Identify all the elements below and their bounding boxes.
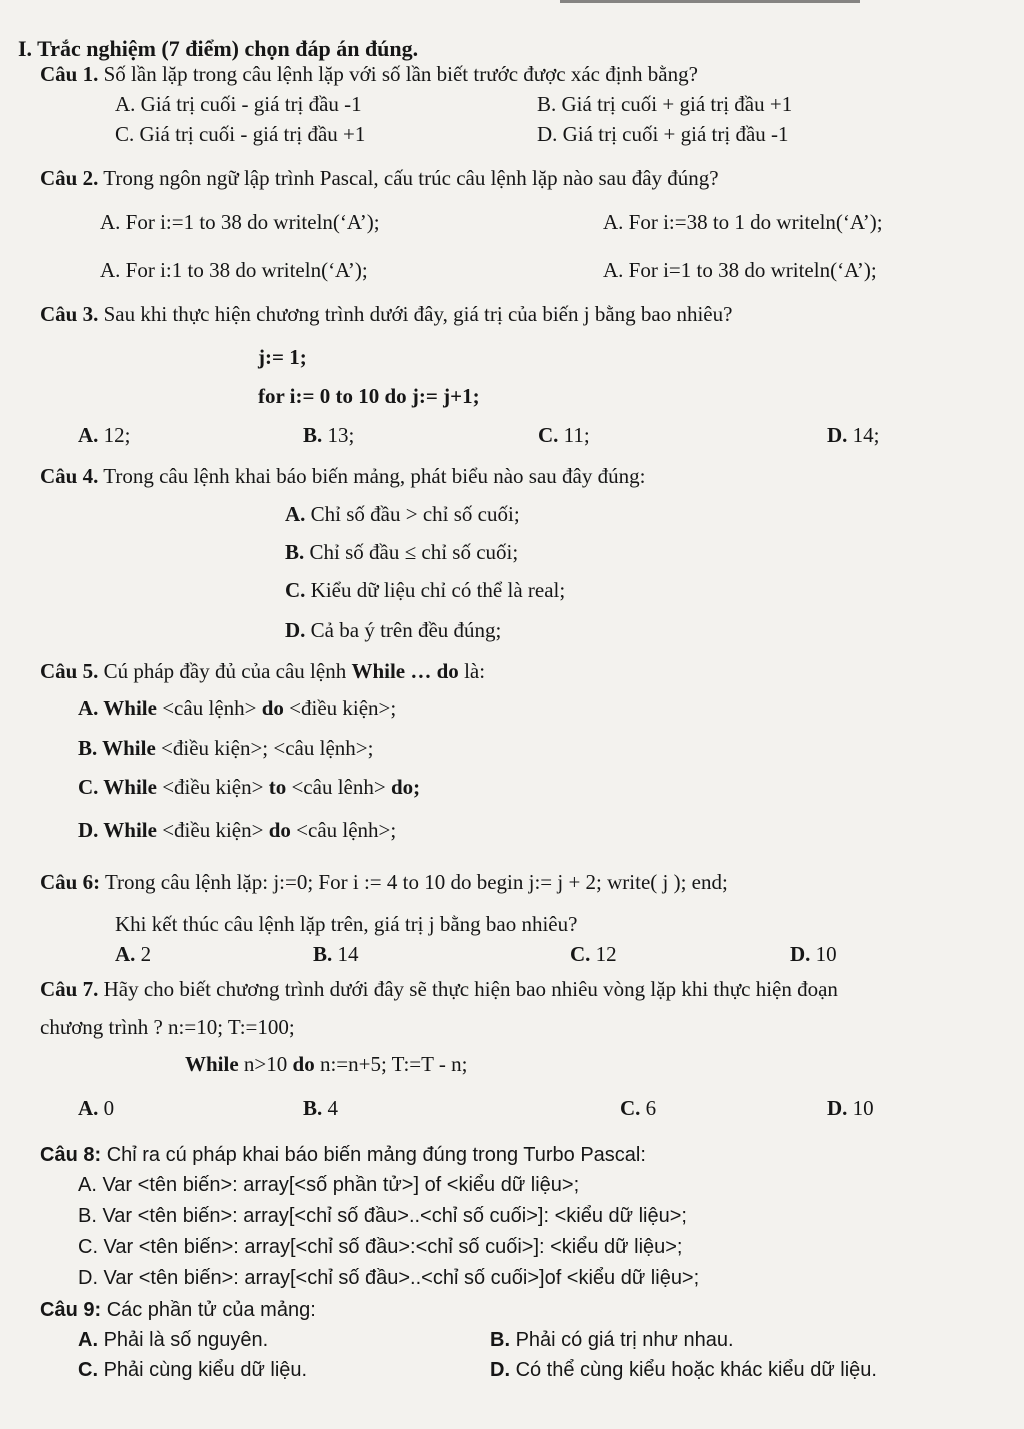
question-2: [40, 168, 719, 189]
q7-option-a: [78, 1098, 114, 1119]
q7-option-d-label: D.: [827, 1096, 848, 1120]
question-8-label: Câu 8:: [40, 1144, 102, 1166]
question-9-label: Câu 9:: [40, 1299, 102, 1321]
q7-option-a-label: A.: [78, 1096, 99, 1120]
q3-option-a: [78, 425, 131, 446]
q7-option-b-text: 4: [327, 1096, 339, 1120]
q5-option-d-part1: <điều kiện>: [162, 818, 264, 842]
q3-option-c: [538, 425, 590, 446]
question-4-text: Trong câu lệnh khai báo biến mảng, phát biểu nào sau đây đúng:: [103, 464, 646, 488]
q4-option-c-text: Kiểu dữ liệu chỉ có thể là real;: [310, 578, 566, 602]
q5-option-a-label: A. While: [78, 696, 157, 720]
q3-option-c-label: C.: [538, 423, 559, 447]
question-6-text: Trong câu lệnh lặp: j:=0; For i := 4 to 10 do begin j:= j + 2; write( j ); end;: [104, 870, 728, 894]
question-4: [40, 466, 645, 487]
question-1: [40, 64, 698, 85]
q4-option-a-text: Chỉ số đầu > chỉ số cuối;: [310, 502, 520, 526]
question-7-text: Hãy cho biết chương trình dưới đây sẽ thực hiện bao nhiêu vòng lặp khi thực hiện đoạn: [103, 977, 838, 1001]
q7-code-keyword-2: do: [292, 1052, 315, 1076]
q9-option-d-text: Có thể cùng kiểu hoặc khác kiểu dữ liệu.: [515, 1359, 877, 1381]
q5-option-d-keyword: do: [268, 818, 291, 842]
question-3: [40, 304, 732, 325]
q4-option-a-label: A.: [285, 502, 306, 526]
q3-code-line-2: for i:= 0 to 10 do j:= j+1;: [258, 384, 480, 408]
q7-code-condition: n>10: [243, 1052, 288, 1076]
q5-option-c-part1: <điều kiện>: [162, 775, 264, 799]
q6-option-a: [115, 944, 151, 965]
q3-option-d-text: 14;: [852, 423, 880, 447]
q4-option-d-text: Cả ba ý trên đều đúng;: [310, 618, 502, 642]
q5-option-c-label: C. While: [78, 775, 157, 799]
q2-option-1: A. For i:=1 to 38 do writeln(‘A’);: [100, 210, 380, 234]
question-6-label: Câu 6:: [40, 870, 101, 894]
q6-option-d-text: 10: [815, 942, 837, 966]
q5-option-c-keyword: to: [268, 775, 287, 799]
q5-option-c: [78, 777, 420, 798]
q9-option-a-text: Phải là số nguyên.: [103, 1329, 269, 1351]
q4-option-c: [285, 580, 565, 601]
q9-option-b-label: B.: [490, 1329, 510, 1351]
q9-option-c: [78, 1360, 307, 1380]
q2-option-3: A. For i:1 to 38 do writeln(‘A’);: [100, 258, 368, 282]
q4-option-b: [285, 542, 518, 563]
q5-option-d: [78, 820, 396, 841]
q9-option-a-label: A.: [78, 1329, 98, 1351]
q7-option-b: [303, 1098, 338, 1119]
q1-option-d: D. Giá trị cuối + giá trị đầu -1: [537, 122, 789, 146]
q4-option-b-label: B.: [285, 540, 305, 564]
q7-code: [185, 1054, 467, 1075]
q5-option-b: [78, 738, 373, 759]
q6-option-c: [570, 944, 617, 965]
q7-option-c: [620, 1098, 656, 1119]
q1-option-b: B. Giá trị cuối + giá trị đầu +1: [537, 92, 793, 116]
q7-option-c-text: 6: [645, 1096, 657, 1120]
q7-option-b-label: B.: [303, 1096, 323, 1120]
q5-option-d-label: D. While: [78, 818, 157, 842]
q7-option-c-label: C.: [620, 1096, 641, 1120]
question-5-text-end: là:: [464, 659, 486, 683]
question-5-text: Cú pháp đầy đủ của câu lệnh: [103, 659, 347, 683]
q6-option-b: [313, 944, 359, 965]
q2-option-4: A. For i=1 to 38 do writeln(‘A’);: [603, 258, 877, 282]
q8-option-d: D. Var <tên biến>: array[<chỉ số đầu>..<chỉ số cuối>]of <kiểu dữ liệu>;: [78, 1267, 700, 1289]
q3-option-d: [827, 425, 880, 446]
q7-code-body: n:=n+5; T:=T - n;: [319, 1052, 468, 1076]
q7-option-d: [827, 1098, 874, 1119]
q8-option-c: C. Var <tên biến>: array[<chỉ số đầu>:<chỉ số cuối>]: <kiểu dữ liệu>;: [78, 1236, 683, 1258]
question-7-text-2: chương trình ? n:=10; T:=100;: [40, 1015, 295, 1039]
question-5-label: Câu 5.: [40, 659, 99, 683]
question-1-label: Câu 1.: [40, 62, 99, 86]
q4-option-d-label: D.: [285, 618, 306, 642]
q9-option-a: [78, 1330, 268, 1350]
section-title: I. Trắc nghiệm (7 điểm) chọn đáp án đúng.: [18, 36, 419, 61]
q2-option-2: A. For i:=38 to 1 do writeln(‘A’);: [603, 210, 883, 234]
q9-option-c-text: Phải cùng kiểu dữ liệu.: [103, 1359, 308, 1381]
question-9: [40, 1300, 316, 1320]
q5-option-a-keyword: do: [261, 696, 284, 720]
q9-option-d-label: D.: [490, 1359, 510, 1381]
q4-option-d: [285, 620, 501, 641]
question-3-text: Sau khi thực hiện chương trình dưới đây, giá trị của biến j bằng bao nhiêu?: [103, 302, 733, 326]
q5-option-d-part2: <câu lệnh>;: [296, 818, 397, 842]
q5-option-b-part1: <điều kiện>; <câu lệnh>;: [161, 736, 374, 760]
q4-option-a: [285, 504, 520, 525]
q9-option-c-label: C.: [78, 1359, 98, 1381]
question-7: [40, 979, 838, 1000]
q6-option-a-label: A.: [115, 942, 136, 966]
q9-option-b: [490, 1330, 734, 1350]
q6-option-c-label: C.: [570, 942, 591, 966]
q3-option-a-label: A.: [78, 423, 99, 447]
q5-option-c-part2: <câu lênh>: [291, 775, 386, 799]
question-2-text: Trong ngôn ngữ lập trình Pascal, cấu trúc câu lệnh lặp nào sau đây đúng?: [103, 166, 719, 190]
q6-option-c-text: 12: [595, 942, 617, 966]
question-7-label: Câu 7.: [40, 977, 99, 1001]
question-9-text: Các phần tử của mảng:: [106, 1299, 316, 1321]
q9-option-b-text: Phải có giá trị như nhau.: [515, 1329, 734, 1351]
q3-code-line-1: j:= 1;: [258, 345, 307, 369]
q1-option-a: A. Giá trị cuối - giá trị đầu -1: [115, 92, 362, 116]
q8-option-b: B. Var <tên biến>: array[<chỉ số đầu>..<chỉ số cuối>]: <kiểu dữ liệu>;: [78, 1205, 687, 1227]
question-8-text: Chỉ ra cú pháp khai báo biến mảng đúng trong Turbo Pascal:: [106, 1144, 646, 1166]
question-4-label: Câu 4.: [40, 464, 99, 488]
q3-option-a-text: 12;: [103, 423, 131, 447]
q8-option-a: A. Var <tên biến>: array[<số phần tử>] of <kiểu dữ liệu>;: [78, 1174, 580, 1196]
q1-option-c: C. Giá trị cuối - giá trị đầu +1: [115, 122, 366, 146]
q3-option-b-label: B.: [303, 423, 323, 447]
question-6-text-2: Khi kết thúc câu lệnh lặp trên, giá trị j bằng bao nhiêu?: [115, 912, 578, 936]
question-8: [40, 1145, 646, 1165]
q5-option-a-part1: <câu lệnh>: [162, 696, 257, 720]
question-3-label: Câu 3.: [40, 302, 99, 326]
question-5: [40, 661, 485, 682]
question-1-text: Số lần lặp trong câu lệnh lặp với số lần biết trước được xác định bằng?: [103, 62, 698, 86]
q5-option-a-part2: <điều kiện>;: [289, 696, 397, 720]
q6-option-b-label: B.: [313, 942, 333, 966]
q3-option-b: [303, 425, 354, 446]
q5-option-c-keyword-2: do;: [390, 775, 421, 799]
q6-option-a-text: 2: [140, 942, 152, 966]
q3-option-c-text: 11;: [563, 423, 590, 447]
q5-option-b-label: B. While: [78, 736, 156, 760]
q3-option-d-label: D.: [827, 423, 848, 447]
q7-code-keyword: While: [185, 1052, 239, 1076]
q7-option-a-text: 0: [103, 1096, 115, 1120]
q4-option-b-text: Chỉ số đầu ≤ chỉ số cuối;: [309, 540, 519, 564]
question-2-label: Câu 2.: [40, 166, 99, 190]
q4-option-c-label: C.: [285, 578, 306, 602]
q6-option-d: [790, 944, 837, 965]
q6-option-d-label: D.: [790, 942, 811, 966]
question-5-keyword: While … do: [351, 659, 459, 683]
q5-option-a: [78, 698, 396, 719]
top-edge-mark: [560, 0, 860, 3]
question-6: [40, 872, 728, 893]
q3-option-b-text: 13;: [327, 423, 355, 447]
q9-option-d: [490, 1360, 877, 1380]
q6-option-b-text: 14: [337, 942, 359, 966]
q7-option-d-text: 10: [852, 1096, 874, 1120]
